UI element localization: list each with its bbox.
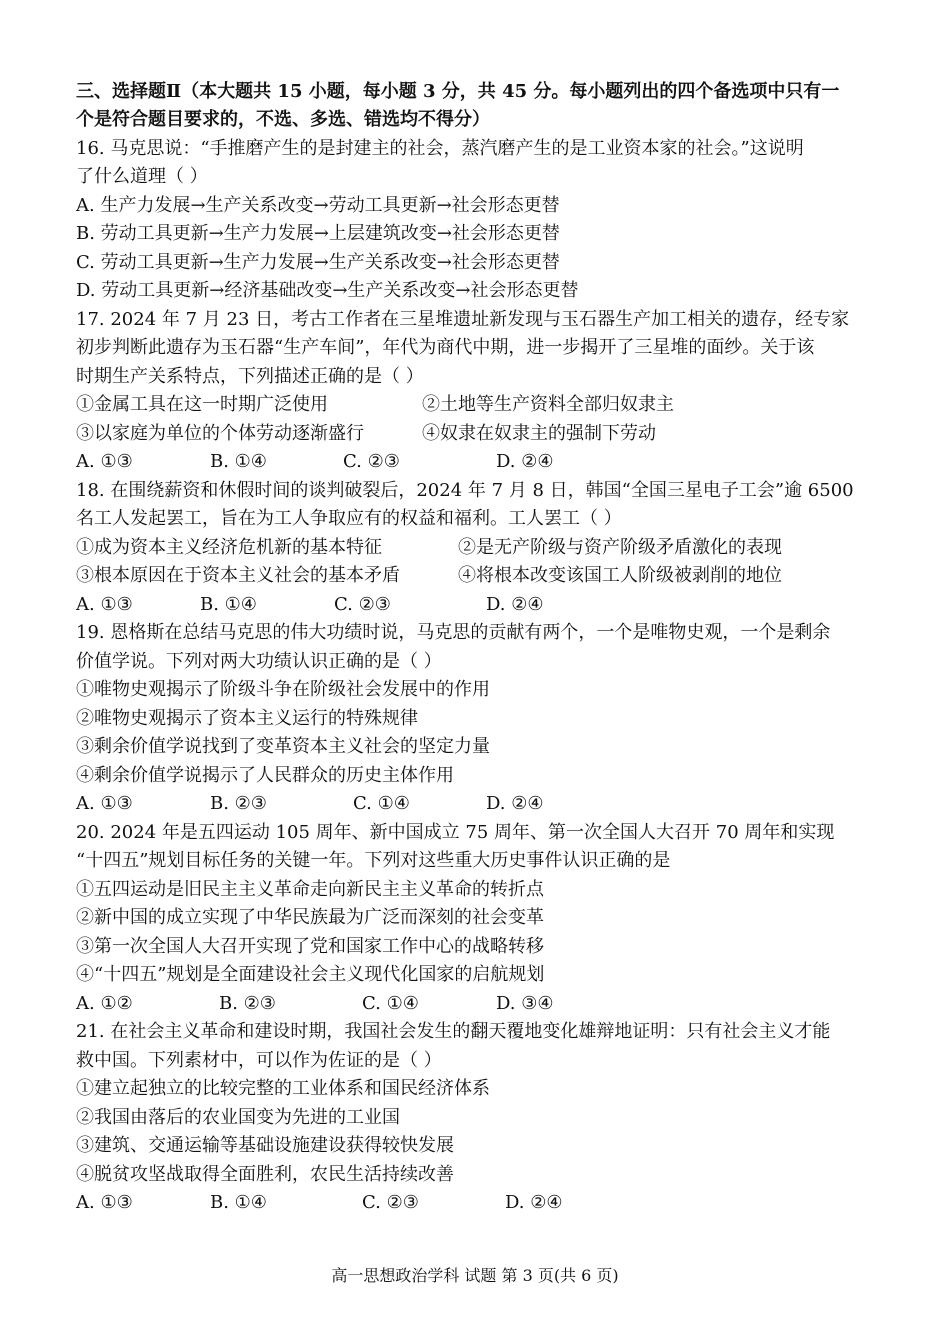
q17-statement-4: ④奴隶在奴隶主的强制下劳动 [422, 423, 656, 444]
q17-statement-2: ②土地等生产资料全部归奴隶主 [422, 394, 674, 415]
q18-stem-line2: 名工人发起罢工，旨在为工人争取应有的权益和福利。工人罢工（ ） [76, 508, 622, 529]
q17-statement-3: ③以家庭为单位的个体劳动逐渐盛行 [76, 423, 364, 444]
q17-stem-line3: 时期生产关系特点，下列描述正确的是（ ） [76, 366, 424, 387]
q17-statement-1: ①金属工具在这一时期广泛使用 [76, 394, 328, 415]
q18-statement-1: ①成为资本主义经济危机新的基本特征 [76, 537, 382, 558]
q18-stem-line1: 18. 在围绕薪资和休假时间的谈判破裂后，2024 年 7 月 8 日，韩国“全国三星电子工会”逾 6500 [76, 480, 854, 501]
q19-option-c: C. ①④ [353, 793, 410, 814]
q16-stem-line2: 了什么道理（ ） [76, 166, 208, 187]
q17-option-b: B. ①④ [210, 451, 267, 472]
q16-stem-line1: 16. 马克思说：“手推磨产生的是封建主的社会，蒸汽磨产生的是工业资本家的社会。”这说明 [76, 138, 804, 159]
q16-option-b: B. 劳动工具更新→生产力发展→上层建筑改变→社会形态更替 [76, 223, 560, 244]
q17-option-a: A. ①③ [76, 451, 133, 472]
q21-statement-1: ①建立起独立的比较完整的工业体系和国民经济体系 [76, 1078, 490, 1099]
q17-option-c: C. ②③ [343, 451, 400, 472]
q18-option-a: A. ①③ [76, 594, 133, 615]
q18-statement-3: ③根本原因在于资本主义社会的基本矛盾 [76, 565, 400, 586]
q21-statement-2: ②我国由落后的农业国变为先进的工业国 [76, 1107, 400, 1128]
q16-option-a: A. 生产力发展→生产关系改变→劳动工具更新→社会形态更替 [76, 195, 560, 216]
q19-stem-line2: 价值学说。下列对两大功绩认识正确的是（ ） [76, 651, 442, 672]
q18-statement-4: ④将根本改变该国工人阶级被剥削的地位 [458, 565, 782, 586]
q18-option-c: C. ②③ [334, 594, 391, 615]
q21-stem-line1: 21. 在社会主义革命和建设时期，我国社会发生的翻天覆地变化雄辩地证明：只有社会主义才能 [76, 1021, 831, 1042]
q18-statement-2: ②是无产阶级与资产阶级矛盾激化的表现 [458, 537, 782, 558]
q19-option-b: B. ②③ [210, 793, 267, 814]
q16-option-d: D. 劳动工具更新→经济基础改变→生产关系改变→社会形态更替 [76, 280, 579, 301]
q21-option-d: D. ②④ [505, 1192, 563, 1213]
q21-statement-4: ④脱贫攻坚战取得全面胜利，农民生活持续改善 [76, 1164, 454, 1185]
q19-stem-line1: 19. 恩格斯在总结马克思的伟大功绩时说，马克思的贡献有两个，一个是唯物史观，一个是剩余 [76, 622, 831, 643]
q20-option-a: A. ①② [76, 993, 133, 1014]
q20-statement-3: ③第一次全国人大召开实现了党和国家工作中心的战略转移 [76, 936, 544, 957]
q21-option-b: B. ①④ [210, 1192, 267, 1213]
q20-statement-2: ②新中国的成立实现了中华民族最为广泛而深刻的社会变革 [76, 907, 544, 928]
q19-statement-2: ②唯物史观揭示了资本主义运行的特殊规律 [76, 708, 418, 729]
page-footer: 高一思想政治学科 试题 第 3 页(共 6 页) [331, 1266, 619, 1285]
q19-statement-1: ①唯物史观揭示了阶级斗争在阶级社会发展中的作用 [76, 679, 490, 700]
q20-statement-1: ①五四运动是旧民主主义革命走向新民主主义革命的转折点 [76, 879, 544, 900]
q19-option-d: D. ②④ [486, 793, 544, 814]
q19-statement-3: ③剩余价值学说找到了变革资本主义社会的坚定力量 [76, 736, 490, 757]
section-heading-line2: 个是符合题目要求的，不选、多选、错选均不得分） [76, 109, 490, 130]
section-heading-line1: 三、选择题Ⅱ（本大题共 15 小题，每小题 3 分，共 45 分。每小题列出的四个备选项中只有一 [76, 81, 840, 102]
q17-stem-line1: 17. 2024 年 7 月 23 日，考古工作者在三星堆遗址新发现与玉石器生产加工相关的遗存，经专家 [76, 309, 850, 330]
q21-stem-line2: 救中国。下列素材中，可以作为佐证的是（ ） [76, 1050, 442, 1071]
q20-option-b: B. ②③ [219, 993, 276, 1014]
q20-statement-4: ④“十四五”规划是全面建设社会主义现代化国家的启航规划 [76, 964, 545, 985]
q20-option-c: C. ①④ [362, 993, 419, 1014]
q18-option-b: B. ①④ [200, 594, 257, 615]
q21-statement-3: ③建筑、交通运输等基础设施建设获得较快发展 [76, 1135, 454, 1156]
q16-option-c: C. 劳动工具更新→生产力发展→生产关系改变→社会形态更替 [76, 252, 560, 273]
q20-option-d: D. ③④ [496, 993, 554, 1014]
q21-option-a: A. ①③ [76, 1192, 133, 1213]
q20-stem-line1: 20. 2024 年是五四运动 105 周年、新中国成立 75 周年、第一次全国人大召开 70 周年和实现 [76, 822, 835, 843]
q19-option-a: A. ①③ [76, 793, 133, 814]
q17-option-d: D. ②④ [496, 451, 554, 472]
q21-option-c: C. ②③ [362, 1192, 419, 1213]
q18-option-d: D. ②④ [486, 594, 544, 615]
q19-statement-4: ④剩余价值学说揭示了人民群众的历史主体作用 [76, 765, 454, 786]
q17-stem-line2: 初步判断此遗存为玉石器“生产车间”，年代为商代中期，进一步揭开了三星堆的面纱。关于该 [76, 337, 815, 358]
q20-stem-line2: “十四五”规划目标任务的关键一年。下列对这些重大历史事件认识正确的是 [76, 850, 671, 871]
